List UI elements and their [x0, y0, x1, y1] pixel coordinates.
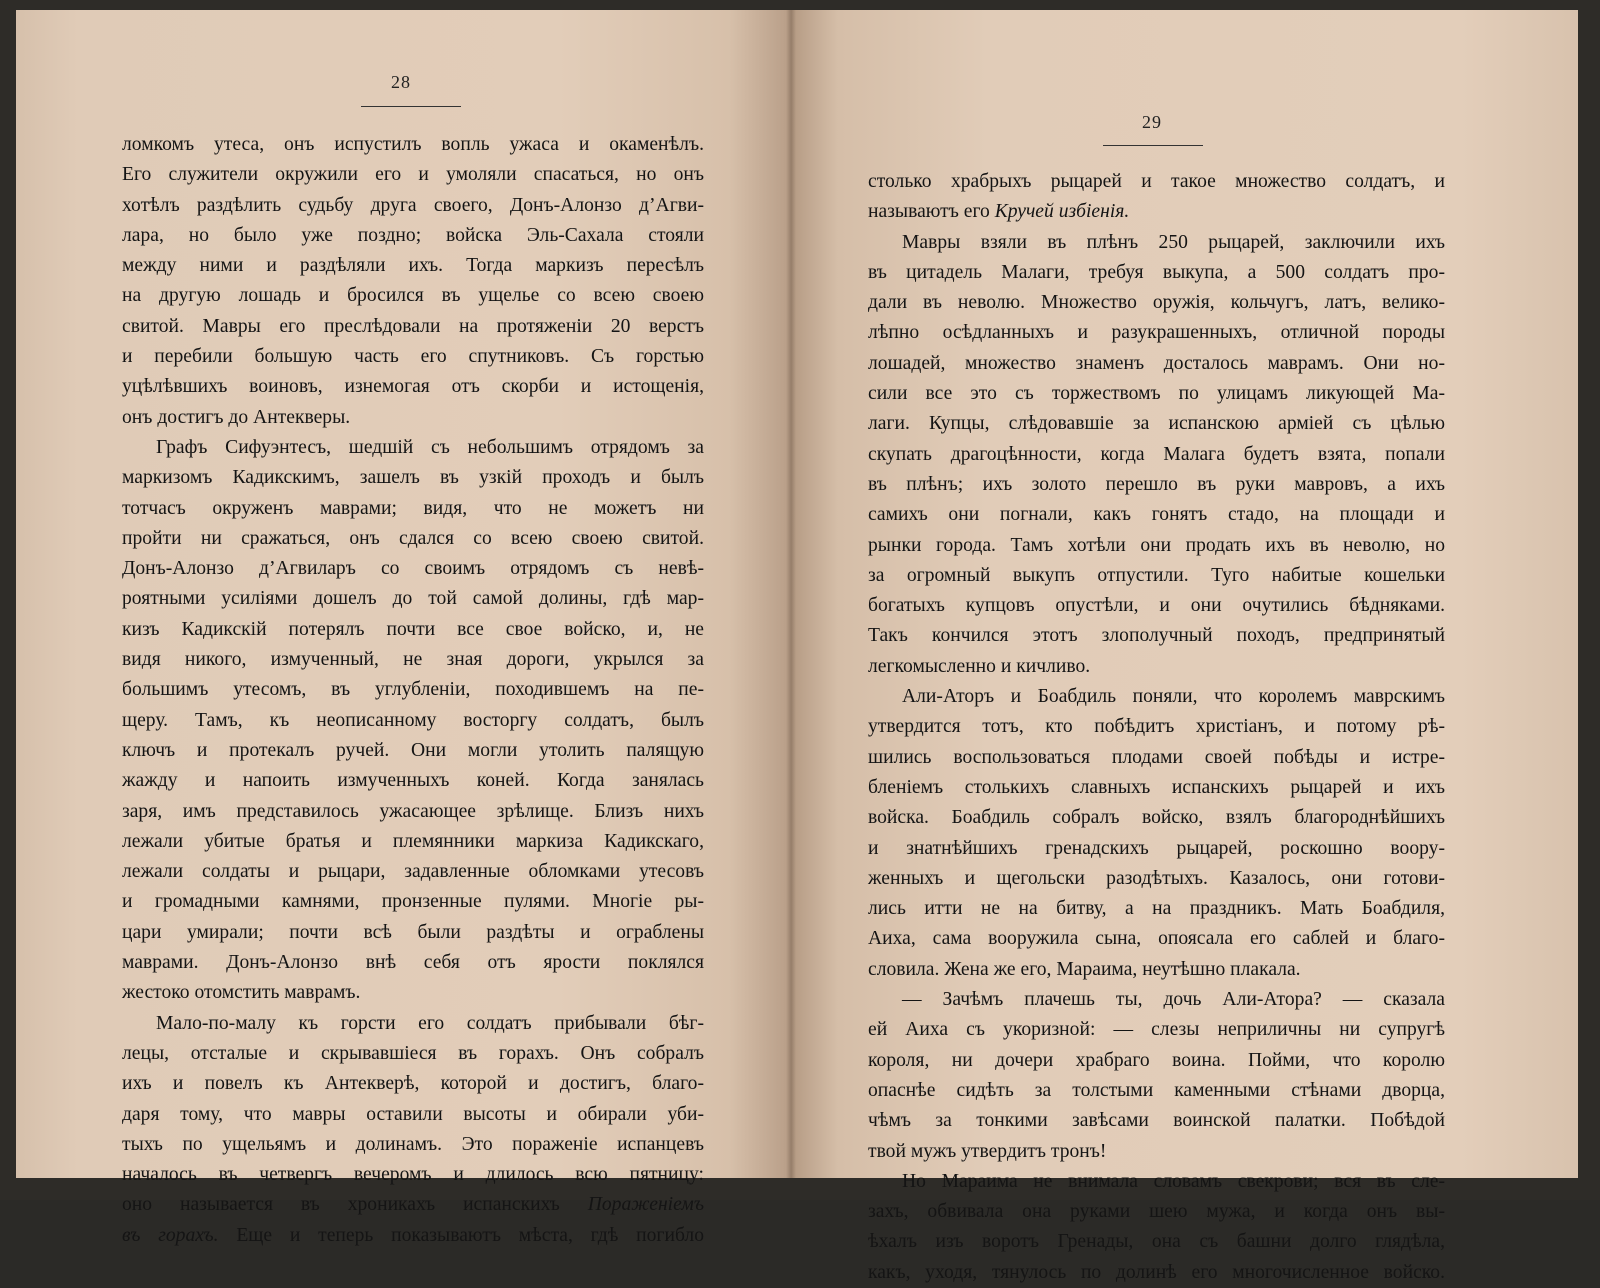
line-text: богатыхъ купцовъ опустѣли, и они очутились бѣдняками.: [868, 595, 1445, 617]
line-text: лежали убитые братья и племянники маркиза Кадикскаго,: [122, 830, 704, 852]
text-line: [122, 463, 704, 493]
line-text: и знатнѣйшихъ гренадскихъ рыцарей, роскошно воору-: [868, 837, 1445, 859]
italic-text: Пораженіемъ: [587, 1194, 704, 1216]
line-text: тыхъ по ущельямъ и долинамъ. Это пораженіе испанцевъ: [122, 1133, 704, 1155]
text-line: [122, 706, 704, 736]
text-line: [868, 1137, 1445, 1167]
line-text: утвердится тотъ, кто побѣдитъ христіанъ, и потому рѣ-: [868, 716, 1445, 738]
line-text: самихъ они погнали, какъ гонятъ стадо, на площади и: [868, 504, 1445, 526]
line-text: Али-Аторъ и Боабдиль поняли, что королемъ маврскимъ: [902, 686, 1445, 708]
line-text: сили все это съ торжествомъ по улицамъ ликующей Ма-: [868, 383, 1445, 405]
line-text: лаги. Купцы, слѣдовавшіе за испанскою арміей съ цѣлью: [868, 413, 1445, 435]
line-text: въ цитадель Малаги, требуя выкупа, а 500 солдатъ про-: [868, 261, 1445, 283]
line-text: онъ достигъ до Антекверы.: [122, 406, 351, 428]
text-line: [868, 318, 1445, 348]
line-text: тотчасъ окруженъ маврами; видя, что не можетъ ни: [122, 497, 704, 519]
text-line: [868, 197, 1445, 227]
line-text: скупать драгоцѣнности, когда Малага будетъ взята, попали: [868, 443, 1445, 465]
text-line: [868, 1167, 1445, 1197]
line-text: дали въ неволю. Множество оружія, кольчугъ, латъ, велико-: [868, 292, 1445, 314]
text-line: [868, 864, 1445, 894]
line-text: видя никого, измученный, не зная дороги, укрылся за: [122, 649, 704, 671]
line-text: Мавры взяли въ плѣнъ 250 рыцарей, заключили ихъ: [902, 231, 1445, 253]
text-line: [868, 1106, 1445, 1136]
text-line: [868, 712, 1445, 742]
line-text: заря, имъ представилось ужасающее зрѣлище. Близъ нихъ: [122, 800, 704, 822]
line-text: захъ, обвивала она руками шею мужа, и когда онъ вы-: [868, 1201, 1445, 1223]
line-text: лежали солдаты и рыцари, задавленные обломками утесовъ: [122, 861, 704, 883]
line-text: даря тому, что мавры оставили высоты и обирали уби-: [122, 1103, 704, 1125]
line-text: чѣмъ за тонкими завѣсами воинской палатки. Побѣдой: [868, 1110, 1445, 1132]
line-text: за огромный выкупъ отпустили. Туго набитые кошельки: [868, 564, 1445, 586]
line-text: Аиха, сама вооружила сына, опоясала его саблей и благо-: [868, 928, 1445, 950]
text-line: [868, 1076, 1445, 1106]
line-text: въ плѣнъ; ихъ золото перешло въ руки мавровъ, а ихъ: [868, 473, 1445, 495]
text-line: [122, 1190, 704, 1220]
line-text: и громадными камнями, пронзенные пулями. Многіе ры-: [122, 891, 704, 913]
line-text: уцѣлѣвшихъ воиновъ, изнемогая отъ скорби и истощенія,: [122, 376, 704, 398]
text-line: [122, 887, 704, 917]
text-line: [868, 1258, 1445, 1288]
right-page-text: [868, 167, 1445, 1288]
left-page-text: [122, 130, 704, 1251]
text-line: [868, 500, 1445, 530]
line-text: маркизомъ Кадикскимъ, зашелъ въ узкій проходъ и былъ: [122, 467, 704, 489]
text-line: [868, 409, 1445, 439]
text-line: [122, 797, 704, 827]
line-text: какъ, уходя, тянулось по долинѣ его многочисленное войско.: [868, 1261, 1445, 1283]
text-line: [122, 918, 704, 948]
text-line: [122, 160, 704, 190]
text-line: [122, 857, 704, 887]
text-line: [122, 403, 704, 433]
line-text: лѣпно осѣдланныхъ и разукрашенныхъ, отличной породы: [868, 322, 1445, 344]
text-line: [122, 1009, 704, 1039]
line-text: Еще и теперь показываютъ мѣста, гдѣ погибло: [218, 1224, 704, 1246]
page-number-left: 28: [391, 72, 411, 92]
line-text: Графъ Сифуэнтесъ, шедшій съ небольшимъ отрядомъ за: [156, 436, 704, 458]
text-line: [122, 1039, 704, 1069]
line-text: словила. Жена же его, Мараима, неутѣшно плакала.: [868, 958, 1301, 980]
left-page: [16, 10, 791, 1246]
line-text: легкомысленно и кичливо.: [868, 655, 1091, 677]
text-line: [122, 1130, 704, 1160]
line-text: короля, ни дочери храбраго воина. Пойми, что королю: [868, 1049, 1445, 1071]
line-text: ихъ и повелъ къ Антекверѣ, которой и достигъ, благо-: [122, 1073, 704, 1095]
text-line: [122, 675, 704, 705]
line-text: и перебили большую часть его спутниковъ. Съ горстью: [122, 346, 704, 368]
line-text: Мало-по-малу къ горсти его солдатъ прибывали бѣг-: [156, 1012, 704, 1034]
italic-text: въ горахъ.: [122, 1224, 219, 1246]
text-line: [868, 743, 1445, 773]
line-text: ломкомъ утеса, онъ испустилъ вопль ужаса и окаменѣлъ.: [122, 134, 704, 155]
line-text: женныхъ и щегольски разодѣтыхъ. Казалось, они готови-: [868, 867, 1445, 889]
text-line: [122, 645, 704, 675]
text-line: [868, 621, 1445, 651]
text-line: [122, 191, 704, 221]
line-text: рынки города. Тамъ хотѣли они продать ихъ въ неволю, но: [868, 534, 1445, 556]
line-text: войска. Боабдиль собралъ войско, взялъ благороднѣйшихъ: [868, 807, 1445, 829]
text-line: [122, 948, 704, 978]
text-line: [122, 766, 704, 796]
line-text: маврами. Донъ-Алонзо внѣ себя отъ ярости поклялся: [122, 952, 704, 974]
text-line: [122, 1100, 704, 1130]
text-line: [868, 924, 1445, 954]
line-text: лись итти не на битву, а на праздникъ. Мать Боабдиля,: [868, 898, 1445, 920]
text-line: [122, 978, 704, 1008]
text-line: [868, 470, 1445, 500]
text-line: [868, 834, 1445, 864]
text-line: [868, 288, 1445, 318]
text-line: [122, 584, 704, 614]
text-line: [122, 736, 704, 766]
text-line: [122, 130, 704, 160]
line-text: столько храбрыхъ рыцарей и такое множество солдатъ, и: [868, 171, 1445, 192]
text-line: [868, 955, 1445, 985]
line-text: лошадей, множество знаменъ досталось маврамъ. Они но-: [868, 352, 1445, 374]
line-text: ей Аиха съ укоризной: — слезы неприличны ни супругѣ: [868, 1019, 1445, 1041]
line-text: между ними и раздѣляли ихъ. Тогда маркизъ пересѣлъ: [122, 255, 704, 277]
line-text: лецы, отсталые и скрывавшіеся въ горахъ. Онъ собралъ: [122, 1042, 704, 1064]
header-rule-left: [361, 106, 461, 107]
text-line: [868, 1046, 1445, 1076]
line-text: лара, но было уже поздно; войска Эль-Сахала стояли: [122, 224, 704, 246]
text-line: [122, 281, 704, 311]
text-line: [868, 985, 1445, 1015]
line-text: началось въ четвергъ вечеромъ и длилось всю пятницу:: [122, 1164, 704, 1186]
text-line: [868, 591, 1445, 621]
line-text: жажду и напоить измученныхъ коней. Когда занялась: [122, 770, 704, 792]
text-line: [122, 251, 704, 281]
line-text: ключъ и протекалъ ручей. Они могли утолить палящую: [122, 739, 704, 761]
text-line: [868, 349, 1445, 379]
header-rule-right: [1103, 145, 1203, 146]
line-text: на другую лошадь и бросился въ ущелье со всею своею: [122, 285, 704, 307]
text-line: [122, 554, 704, 584]
text-line: [868, 1197, 1445, 1227]
line-text: называютъ его: [868, 201, 995, 223]
text-line: [868, 652, 1445, 682]
text-line: [868, 773, 1445, 803]
line-text: цари умирали; почти всѣ были раздѣты и ограблены: [122, 921, 704, 943]
text-line: [122, 615, 704, 645]
text-line: [122, 433, 704, 463]
text-line: [868, 258, 1445, 288]
line-text: Донъ-Алонзо д’Агвиларъ со своимъ отрядомъ съ невѣ-: [122, 558, 704, 580]
line-text: хотѣлъ раздѣлить судьбу друга своего, Донъ-Алонзо д’Агви-: [122, 194, 704, 216]
text-line: [122, 1221, 704, 1251]
text-line: [868, 894, 1445, 924]
line-text: оно называется въ хроникахъ испанскихъ: [122, 1194, 560, 1216]
page-number-right: 29: [1142, 112, 1162, 132]
line-text: шились воспользоваться плодами своей побѣды и истре-: [868, 746, 1445, 768]
line-text: кизъ Кадикскій потерялъ почти все свое войско, и, не: [122, 618, 704, 640]
line-text: жестоко отомстить маврамъ.: [122, 982, 361, 1004]
line-text: пройти ни сражаться, онъ сдался со всею своею свитой.: [122, 527, 704, 549]
text-line: [122, 524, 704, 554]
line-text: большимъ утесомъ, въ углубленіи, походившемъ на пе-: [122, 679, 704, 701]
line-text: твой мужъ утвердитъ тронъ!: [868, 1140, 1107, 1162]
line-text: Его служители окружили его и умоляли спасаться, но онъ: [122, 164, 704, 186]
text-line: [868, 379, 1445, 409]
text-line: [122, 827, 704, 857]
text-line: [122, 1160, 704, 1190]
text-line: [868, 1227, 1445, 1257]
text-line: [122, 342, 704, 372]
text-line: [868, 228, 1445, 258]
text-line: [868, 682, 1445, 712]
text-line: [122, 372, 704, 402]
italic-text: Кручей избіенія.: [994, 201, 1130, 223]
text-line: [868, 167, 1445, 197]
line-text: Такъ кончился этотъ злополучный походъ, предпринятый: [868, 625, 1445, 647]
text-line: [868, 531, 1445, 561]
line-text: Но Мараима не внимала словамъ свекрови; вся въ сле-: [902, 1170, 1445, 1192]
text-line: [122, 1069, 704, 1099]
text-line: [868, 1015, 1445, 1045]
text-line: [868, 561, 1445, 591]
line-text: свитой. Мавры его преслѣдовали на протяженіи 20 верстъ: [122, 315, 704, 337]
book-gutter: [786, 10, 796, 1178]
text-line: [868, 803, 1445, 833]
line-text: щеру. Тамъ, къ неописанному восторгу солдатъ, былъ: [122, 709, 704, 731]
line-text: ѣхалъ изъ воротъ Гренады, она съ башни долго глядѣла,: [868, 1231, 1445, 1253]
text-line: [868, 440, 1445, 470]
text-line: [122, 494, 704, 524]
right-page: [791, 10, 1578, 1283]
text-line: [122, 221, 704, 251]
line-text: — Зачѣмъ плачешь ты, дочь Али-Атора? — сказала: [902, 989, 1445, 1011]
line-text: опаснѣе сидѣть за толстыми каменными стѣнами дворца,: [868, 1079, 1445, 1101]
line-text: роятными усиліями дошелъ до той самой долины, гдѣ мар-: [122, 588, 704, 610]
line-text: бленіемъ столькихъ славныхъ испанскихъ рыцарей и ихъ: [868, 776, 1445, 798]
text-line: [122, 312, 704, 342]
